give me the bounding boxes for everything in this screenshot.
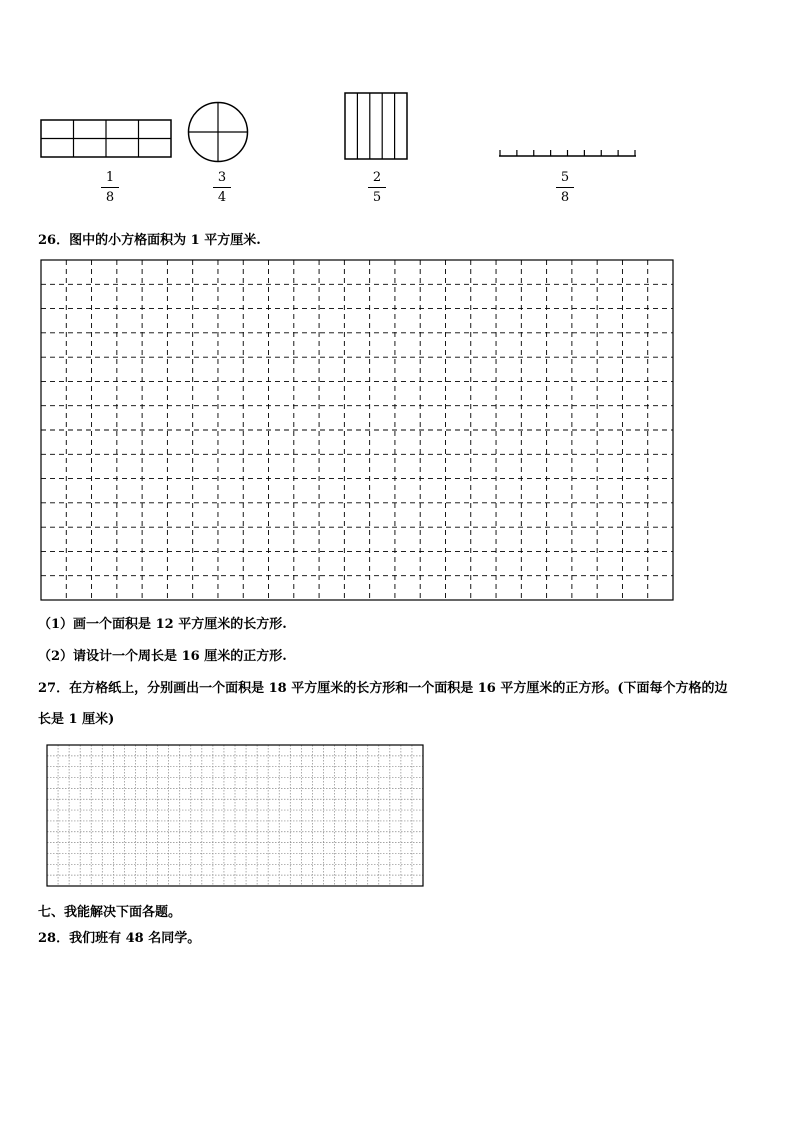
fraction-one-eighth xyxy=(98,170,122,205)
section-7-title: 七、我能解决下面各题。 xyxy=(38,905,182,920)
fraction-two-fifths xyxy=(365,170,389,205)
rectangle-fifths-figure xyxy=(344,92,408,160)
fraction-five-eighths xyxy=(553,170,577,205)
numerator: 3 xyxy=(217,170,227,185)
numerator: 5 xyxy=(560,170,570,185)
fraction-three-quarters xyxy=(210,170,234,205)
denominator: 8 xyxy=(560,190,570,205)
question-27-line-1: 27．在方格纸上，分别画出一个面积是 18 平方厘米的长方形和一个面积是 16 平方厘米的正方形。(下面每个方格的边 xyxy=(38,681,728,696)
circle-quarters-figure xyxy=(187,101,249,163)
dashed-grid-26 xyxy=(40,259,674,601)
rectangle-eighths-figure xyxy=(40,119,172,159)
denominator: 8 xyxy=(105,190,115,205)
number-line-eighths-figure xyxy=(498,148,638,160)
numerator: 2 xyxy=(372,170,382,185)
denominator: 4 xyxy=(217,190,227,205)
numerator: 1 xyxy=(105,170,115,185)
question-28-title: 28．我们班有 48 名同学。 xyxy=(38,931,201,946)
question-26-part-1: （1）画一个面积是 12 平方厘米的长方形. xyxy=(38,617,287,632)
question-26-title: 26．图中的小方格面积为 1 平方厘米. xyxy=(38,233,261,248)
dotted-grid-27 xyxy=(46,744,424,887)
question-26-part-2: （2）请设计一个周长是 16 厘米的正方形. xyxy=(38,649,287,664)
denominator: 5 xyxy=(372,190,382,205)
question-27-line-2: 长是 1 厘米) xyxy=(38,712,115,727)
